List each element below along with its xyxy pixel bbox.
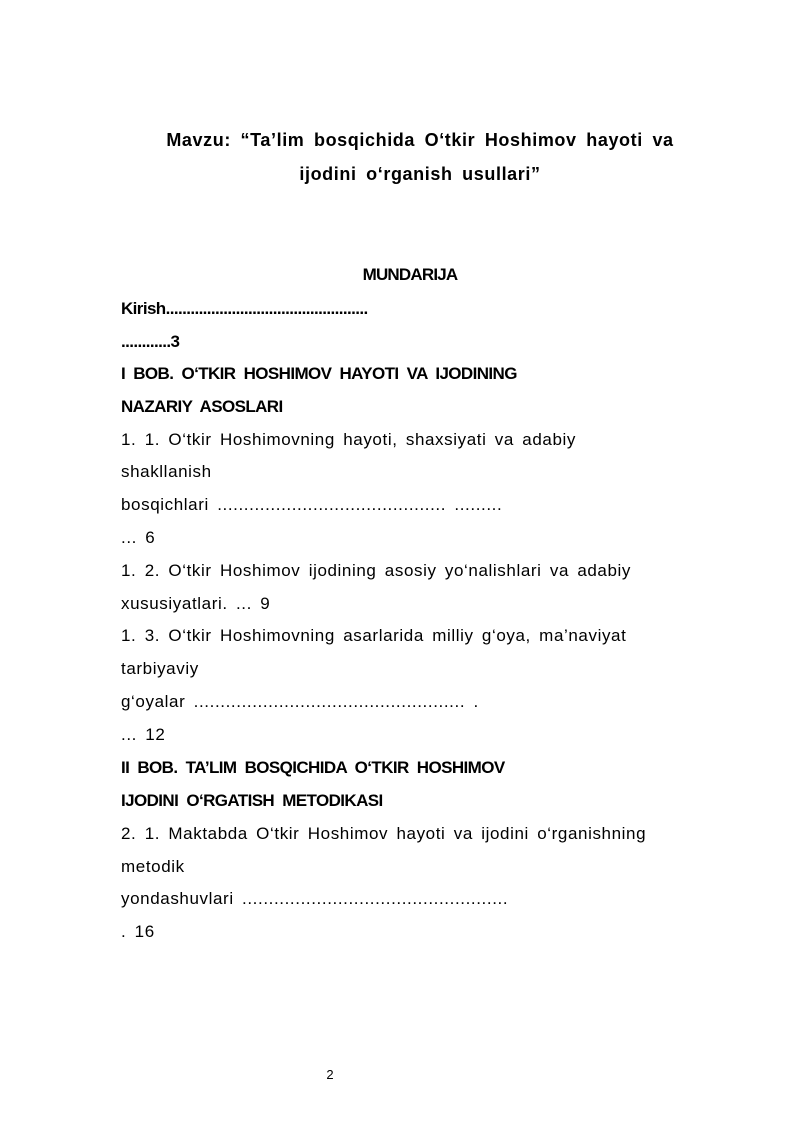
toc-line-2-1-cont-2: yondashuvlari .................................................. [121, 889, 509, 908]
toc-line-1-2: 1. 2. O‘tkir Hoshimov ijodining asosiy yo‘nalishlari va adabiy [121, 561, 632, 580]
toc-line-1-1-cont-2: bosqichlari ........................................... ......... [121, 495, 503, 514]
toc-line-2-1-cont: metodik [121, 857, 185, 876]
page-number: 2 [326, 1067, 334, 1082]
toc-line-chapter-2-cont: IJODINI O‘RGATISH METODIKASI [121, 791, 383, 810]
toc-line-1-3-page: ... 12 [121, 725, 166, 744]
title-line-2: ijodini o‘rganish usullari” [299, 164, 541, 184]
toc-line-1-1: 1. 1. O‘tkir Hoshimovning hayoti, shaxsiyati va adabiy [121, 430, 576, 449]
toc-line-chapter-1: I BOB. O‘TKIR HOSHIMOV HAYOTI VA IJODINING [121, 364, 517, 383]
toc-line-2-1-page: . 16 [121, 922, 155, 941]
toc-line-1-1-cont: shakllanish [121, 462, 212, 481]
toc-line-1-3-cont-2: g‘oyalar ................................................... . [121, 692, 479, 711]
toc-line-kirish-page: ............3 [121, 332, 180, 351]
contents-heading: MUNDARIJA [362, 265, 458, 284]
toc-line-1-3-cont: tarbiyaviy [121, 659, 199, 678]
toc-line-1-1-page: ... 6 [121, 528, 156, 547]
toc-line-2-1: 2. 1. Maktabda O‘tkir Hoshimov hayoti va ijodini o‘rganishning [121, 824, 647, 843]
toc-line-kirish: Kirish................................................. [121, 299, 368, 318]
toc-line-chapter-1-cont: NAZARIY ASOSLARI [121, 397, 283, 416]
toc-line-1-2-cont: xususiyatlari. ... 9 [121, 594, 271, 613]
toc-line-chapter-2: II BOB. TA’LIM BOSQICHIDA O‘TKIR HOSHIMOV [121, 758, 505, 777]
toc-line-1-3: 1. 3. O‘tkir Hoshimovning asarlarida milliy g‘oya, ma’naviyat [121, 626, 627, 645]
title-line-1: Mavzu: “Ta’lim bosqichida O‘tkir Hoshimov hayoti va [166, 130, 674, 150]
